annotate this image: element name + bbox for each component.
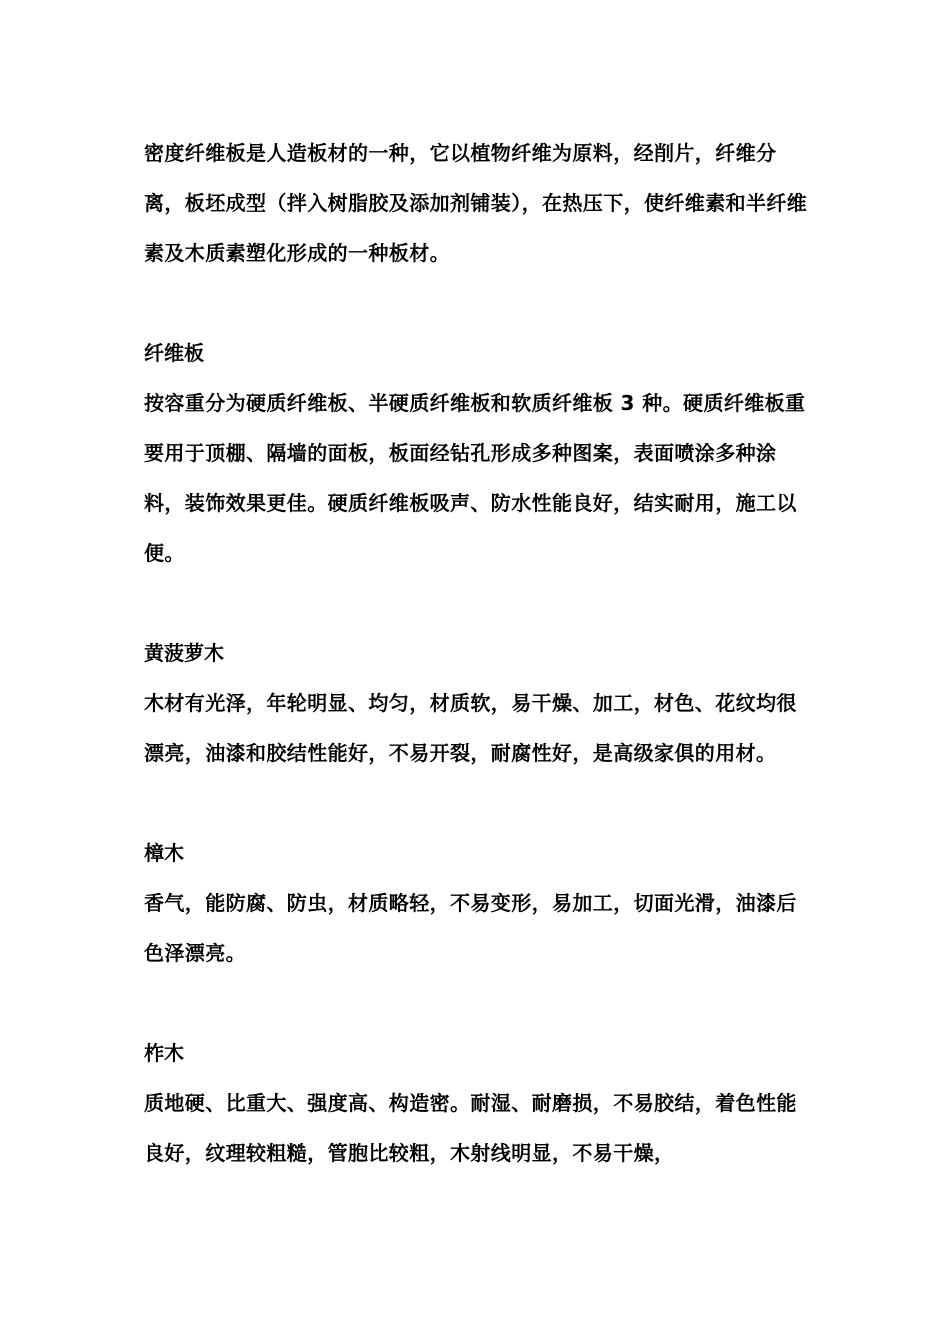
spacer [144,278,808,328]
document-content [144,128,808,1178]
spacer [144,778,808,828]
spacer [144,578,808,628]
section-body-oak: 质地硬、比重大、强度高、构造密。耐湿、耐磨损，不易胶结，着色性能良好，纹理较粗糙，管胞比较粗，木射线明显，不易干燥， [144,1091,797,1165]
section-heading-amur-cork: 黄菠萝木 [144,641,224,665]
section-body-camphor: 香气，能防腐、防虫，材质略轻，不易变形，易加工，切面光滑，油漆后色泽漂亮。 [144,891,797,965]
intro-paragraph: 密度纤维板是人造板材的一种，它以植物纤维为原料，经削片，纤维分离，板坯成型（拌入树脂胶及添加剂铺装），在热压下，使纤维素和半纤维素及木质素塑化形成的一种板材。 [144,141,808,265]
section-heading-camphor: 樟木 [144,841,184,865]
spacer [144,978,808,1028]
section-body-amur-cork: 木材有光泽，年轮明显、均匀，材质软，易干燥、加工，材色、花纹均很漂亮，油漆和胶结性能好，不易开裂，耐腐性好，是高级家俱的用材。 [144,691,797,765]
section-heading-fiberboard: 纤维板 [144,341,204,365]
section-heading-oak: 柞木 [144,1041,184,1065]
section-body-fiberboard: 按容重分为硬质纤维板、半硬质纤维板和软质纤维板 3 种。硬质纤维板重要用于顶棚、隔墙的面板，板面经钻孔形成多种图案，表面喷涂多种涂料，装饰效果更佳。硬质纤维板吸声、防水性能良好，结实耐用，施工以便。 [144,391,806,565]
